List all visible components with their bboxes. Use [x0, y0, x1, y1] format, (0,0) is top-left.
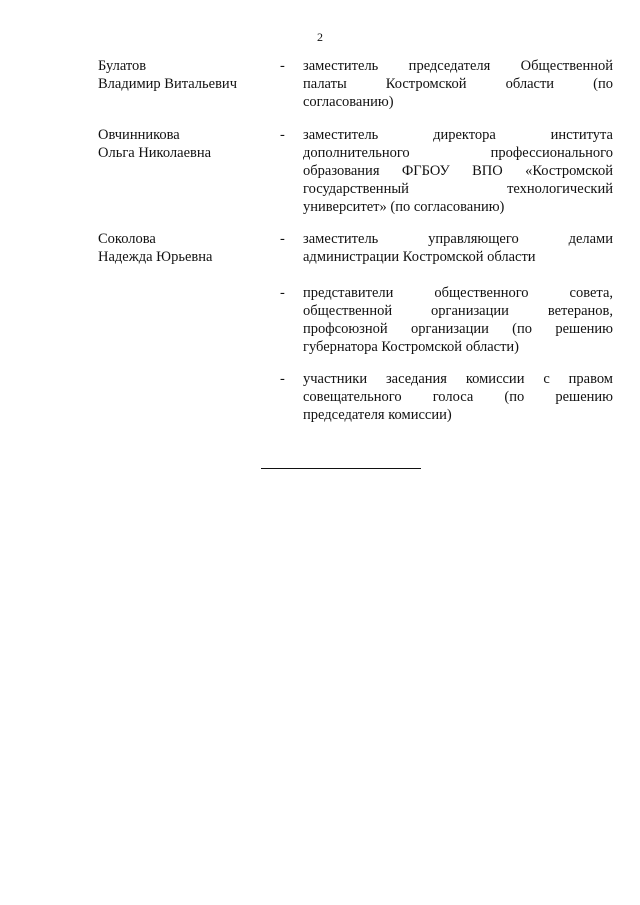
role-line: заместитель управляющего делами [303, 231, 613, 247]
role-line: губернатора Костромской области) [303, 339, 519, 355]
member-name [98, 126, 268, 162]
role-line: заместитель директора института [303, 127, 613, 143]
member-surname: Булатов [98, 58, 147, 74]
role-line: общественной организации ветеранов, [303, 303, 613, 319]
member-given-names: Надежда Юрьевна [98, 249, 213, 265]
member-role [303, 230, 613, 266]
member-role [303, 126, 613, 216]
entry-dash: - [280, 127, 285, 143]
page-number: 2 [317, 30, 323, 44]
entry-dash: - [280, 285, 285, 301]
role-line: администрации Костромской области [303, 249, 536, 265]
closing-rule [261, 468, 421, 469]
role-line: председателя комиссии) [303, 407, 452, 423]
role-line: профсоюзной организации (по решению [303, 321, 613, 337]
role-line: участники заседания комиссии с правом [303, 371, 613, 387]
member-surname: Соколова [98, 231, 156, 247]
member-given-names: Ольга Николаевна [98, 145, 212, 161]
role-line: заместитель председателя Общественной [303, 58, 613, 74]
member-name [98, 230, 268, 266]
role-line: государственный технологический [303, 181, 613, 197]
role-line: образования ФГБОУ ВПО «Костромской [303, 163, 613, 179]
member-surname: Овчинникова [98, 127, 180, 143]
role-line: дополнительного профессионального [303, 145, 613, 161]
entry-dash: - [280, 231, 285, 247]
role-line: представители общественного совета, [303, 285, 613, 301]
entry-dash: - [280, 58, 285, 74]
member-given-names: Владимир Витальевич [98, 76, 237, 92]
entry-dash: - [280, 371, 285, 387]
role-line: согласованию) [303, 94, 394, 110]
member-role [303, 370, 613, 424]
member-name [98, 57, 268, 93]
role-line: палаты Костромской области (по [303, 76, 613, 92]
member-role [303, 284, 613, 356]
role-line: совещательного голоса (по решению [303, 389, 613, 405]
role-line: университет» (по согласованию) [303, 199, 505, 215]
member-role [303, 57, 613, 111]
